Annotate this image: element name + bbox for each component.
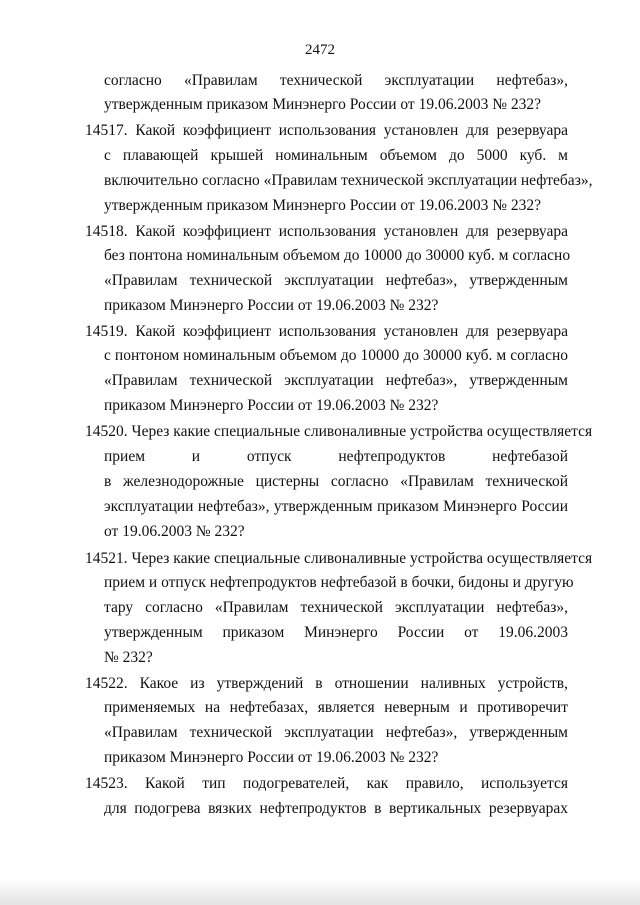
text-line: 14517. Какой коэффициент использования установлен для резервуара — [85, 122, 568, 139]
text-line: тару согласно «Правилам технической эксплуатации нефтебаз», — [104, 599, 568, 616]
scan-shadow — [0, 879, 640, 905]
text-line: приказом Минэнерго России от 19.06.2003 № 232? — [104, 397, 439, 414]
text-line: «Правилам технической эксплуатации нефтебаз», утвержденным — [104, 272, 568, 289]
text-line: 14520. Через какие специальные сливоналивные устройства осуществляется — [85, 423, 593, 440]
text-line: утвержденным приказом Минэнерго России от 19.06.2003 № 232? — [104, 197, 541, 214]
text-line: от 19.06.2003 № 232? — [104, 523, 245, 540]
text-line: прием и отпуск нефтепродуктов нефтебазой — [104, 448, 568, 465]
text-line: с плавающей крышей номинальным объемом до 5000 куб. м — [104, 147, 568, 164]
text-line: 14519. Какой коэффициент использования установлен для резервуара — [85, 323, 568, 340]
text-line: утвержденным приказом Минэнерго России от 19.06.2003 — [104, 624, 568, 641]
text-line: без понтона номинальным объемом до 10000 до 30000 куб. м согласно — [104, 247, 571, 264]
text-line: для подогрева вязких нефтепродуктов в вертикальных резервуарах — [104, 800, 568, 817]
text-line: приказом Минэнерго России от 19.06.2003 № 232? — [104, 749, 439, 766]
text-line: № 232? — [104, 649, 153, 666]
text-line: согласно «Правилам технической эксплуатации нефтебаз», — [104, 72, 568, 89]
text-line: с понтоном номинальным объемом до 10000 до 30000 куб. м согласно — [104, 347, 568, 364]
text-line: «Правилам технической эксплуатации нефтебаз», утвержденным — [104, 372, 568, 389]
page-number: 2472 — [305, 42, 335, 58]
text-line: прием и отпуск нефтепродуктов нефтебазой в бочки, бидоны и другую — [104, 574, 574, 591]
text-line: 14523. Какой тип подогревателей, как правило, используется — [85, 775, 568, 792]
text-line: «Правилам технической эксплуатации нефтебаз», утвержденным — [104, 724, 568, 741]
text-line: применяемых на нефтебазах, является неверным и противоречит — [104, 699, 568, 716]
text-line: приказом Минэнерго России от 19.06.2003 № 232? — [104, 297, 439, 314]
text-line: включительно согласно «Правилам технической эксплуатации нефтебаз», — [104, 172, 593, 189]
text-line: в железнодорожные цистерны согласно «Правилам технической — [104, 473, 568, 490]
text-line: 14518. Какой коэффициент использования установлен для резервуара — [85, 223, 568, 240]
text-line: утвержденным приказом Минэнерго России от 19.06.2003 № 232? — [104, 96, 541, 113]
text-line: 14521. Через какие специальные сливоналивные устройства осуществляется — [85, 550, 593, 567]
text-line: 14522. Какое из утверждений в отношении наливных устройств, — [85, 675, 568, 692]
text-line: эксплуатации нефтебаз», утвержденным приказом Минэнерго России — [104, 498, 568, 515]
